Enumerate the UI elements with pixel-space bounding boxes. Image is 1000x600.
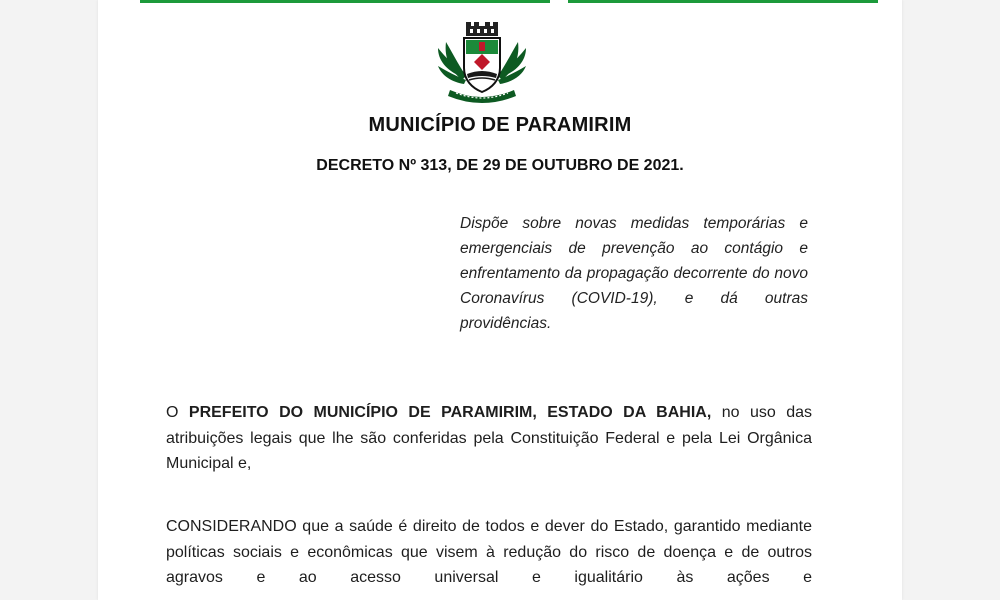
preamble-prefix: O: [166, 404, 189, 421]
preamble-paragraph: [166, 400, 812, 477]
considerando-paragraph: CONSIDERANDO que a saúde é direito de todos e dever do Estado, garantido mediante políticas sociais e econômicas que visem à redução do risco de doença e de outros agravos e ao acesso universal e igualitário às ações e: [166, 518, 812, 586]
municipal-coat-of-arms-icon: [432, 18, 532, 108]
header-green-bar-left: [140, 0, 550, 3]
decree-summary: Dispõe sobre novas medidas temporárias e emergenciais de prevenção ao contágio e enfrentamento da propagação decorrente do novo Coronavírus (COVID-19), e dá outras providências.: [460, 215, 808, 332]
decree-title: DECRETO Nº 313, DE 29 DE OUTUBRO DE 2021.: [316, 157, 684, 174]
municipality-title: MUNICÍPIO DE PARAMIRIM: [368, 114, 632, 136]
document-page: [98, 0, 902, 600]
preamble-bold: PREFEITO DO MUNICÍPIO DE PARAMIRIM, ESTADO DA BAHIA,: [188, 404, 712, 421]
preamble-rest: no uso das atribuições legais que lhe são conferidas pela Constituição Federal e pela Lei Orgânica Municipal e,: [166, 404, 813, 472]
header-green-bar-right: [568, 0, 878, 3]
